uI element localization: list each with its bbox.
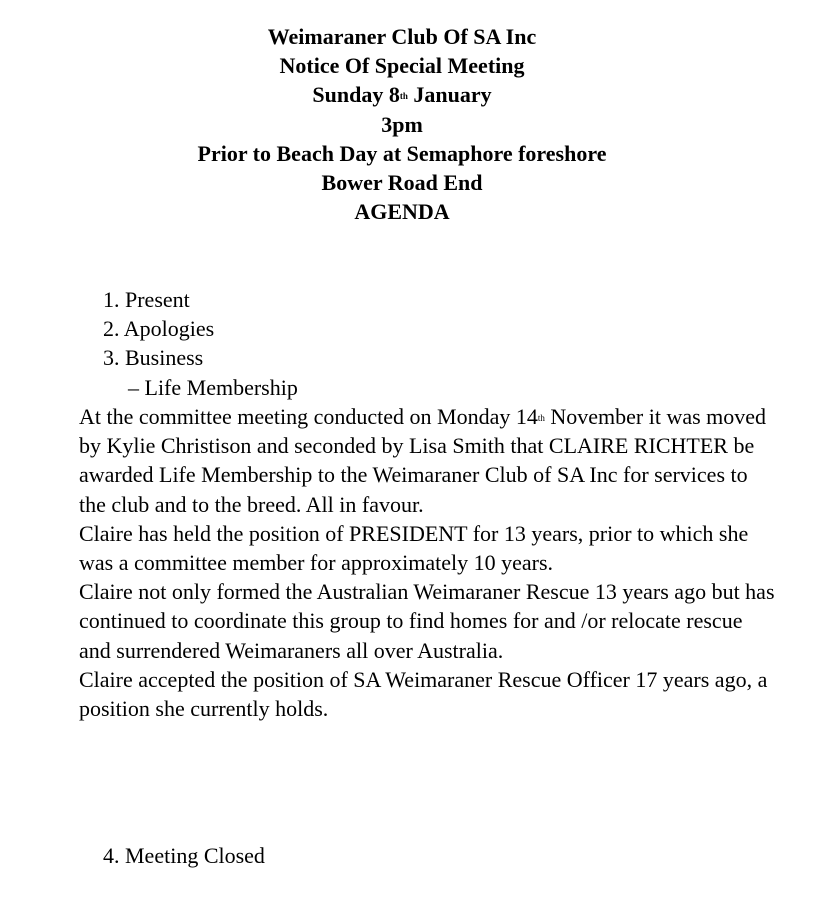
paragraph-motion: At the committee meeting conducted on Monday 14th November it was moved by Kylie Christison and seconded by Lisa Smith that CLAIRE RICHTER be awarded Life Membership to the Weimaraner Club of SA Inc for services to the club and to the breed. All in favour. (79, 404, 767, 517)
paragraph-president: Claire has held the position of PRESIDENT for 13 years, prior to which she was a committee member for approximately 10 years. (79, 520, 749, 576)
notice-title: Notice Of Special Meeting (279, 53, 525, 79)
agenda-item: 1. Present (103, 287, 190, 312)
agenda-subitem: – Life Membership (128, 374, 298, 400)
paragraph-rescue-officer: Claire accepted the position of SA Weimaraner Rescue Officer 17 years ago, a position she currently holds. (79, 666, 768, 722)
meeting-location: Prior to Beach Day at Semaphore foreshore (197, 140, 607, 166)
agenda-list (103, 285, 298, 402)
business-details (79, 402, 779, 723)
agenda-item-closing: 4. Meeting Closed (103, 843, 265, 868)
meeting-location-detail: Bower Road End (321, 170, 483, 196)
meeting-date: Sunday 8th January (312, 82, 492, 108)
agenda-item: 2. Apologies (103, 316, 215, 342)
paragraph-rescue: Claire not only formed the Australian Weimaraner Rescue 13 years ago but has continued to coordinate this group to find homes for and /or relocate rescue and surrendered Weimaraners all over Australia. (79, 579, 775, 663)
meeting-time: 3pm (381, 111, 423, 137)
club-name: Weimaraner Club Of SA Inc (267, 24, 537, 49)
agenda-title: AGENDA (354, 199, 450, 225)
agenda-item: 3. Business (103, 345, 204, 371)
notice-header (0, 22, 804, 226)
